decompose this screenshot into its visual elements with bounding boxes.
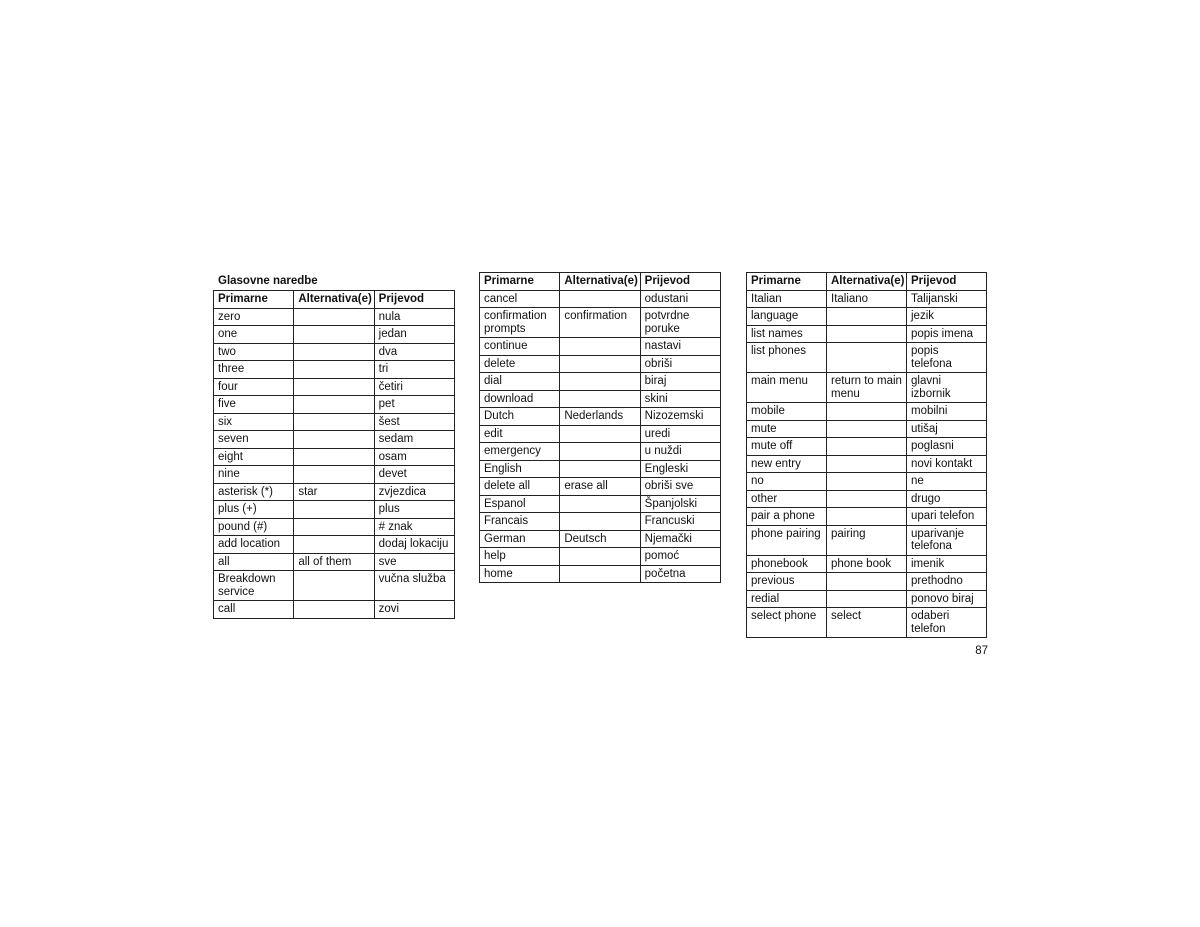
cell-translation: odustani [640, 290, 720, 308]
cell-primary: two [214, 343, 294, 361]
table-row [214, 396, 455, 414]
cell-alternative [294, 308, 374, 326]
cell-primary: mute [747, 420, 827, 438]
header-translation: Prijevod [374, 291, 454, 309]
cell-translation: tri [374, 361, 454, 379]
cell-translation: jezik [907, 308, 987, 326]
cell-alternative: select [827, 608, 907, 638]
voice-commands-table-2 [479, 272, 721, 583]
cell-alternative [827, 343, 907, 373]
cell-translation: novi kontakt [907, 455, 987, 473]
cell-primary: three [214, 361, 294, 379]
voice-commands-table-1 [213, 290, 455, 619]
cell-alternative: Nederlands [560, 408, 640, 426]
cell-translation: imenik [907, 555, 987, 573]
table-row [480, 390, 721, 408]
table-row [480, 548, 721, 566]
cell-translation: nastavi [640, 338, 720, 356]
cell-primary: delete all [480, 478, 560, 496]
table-row [747, 490, 987, 508]
cell-translation: pomoć [640, 548, 720, 566]
table-row [214, 536, 455, 554]
cell-translation: sedam [374, 431, 454, 449]
cell-alternative [827, 325, 907, 343]
table-row [214, 308, 455, 326]
cell-translation: u nuždi [640, 443, 720, 461]
cell-primary: all [214, 553, 294, 571]
cell-alternative [827, 308, 907, 326]
cell-alternative [294, 326, 374, 344]
cell-translation: ne [907, 473, 987, 491]
cell-alternative [294, 361, 374, 379]
cell-translation: Njemački [640, 530, 720, 548]
cell-alternative [560, 290, 640, 308]
cell-translation: Francuski [640, 513, 720, 531]
table-row [480, 355, 721, 373]
cell-translation: početna [640, 565, 720, 583]
cell-primary: confirmation prompts [480, 308, 560, 338]
cell-translation: Talijanski [907, 290, 987, 308]
cell-translation: zovi [374, 601, 454, 619]
cell-primary: German [480, 530, 560, 548]
table-row [747, 608, 987, 638]
table-row [747, 555, 987, 573]
cell-alternative [560, 548, 640, 566]
cell-alternative [827, 438, 907, 456]
table-row [214, 518, 455, 536]
cell-alternative [827, 490, 907, 508]
cell-translation: uparivanje telefona [907, 525, 987, 555]
cell-alternative [294, 571, 374, 601]
table-row [747, 325, 987, 343]
cell-alternative [827, 473, 907, 491]
table-row [214, 378, 455, 396]
table-row [214, 326, 455, 344]
cell-primary: mobile [747, 403, 827, 421]
header-primary: Primarne [480, 273, 560, 291]
table-row [747, 343, 987, 373]
cell-primary: dial [480, 373, 560, 391]
cell-alternative [560, 425, 640, 443]
cell-translation: biraj [640, 373, 720, 391]
cell-alternative [827, 573, 907, 591]
cell-translation: skini [640, 390, 720, 408]
cell-alternative [560, 373, 640, 391]
cell-alternative [560, 338, 640, 356]
cell-alternative [294, 378, 374, 396]
voice-commands-table-3 [746, 272, 987, 638]
cell-alternative: erase all [560, 478, 640, 496]
cell-translation: zvjezdica [374, 483, 454, 501]
cell-primary: add location [214, 536, 294, 554]
table-row [214, 483, 455, 501]
cell-primary: Italian [747, 290, 827, 308]
table-row [480, 408, 721, 426]
table-row [747, 290, 987, 308]
table-row [480, 308, 721, 338]
cell-primary: cancel [480, 290, 560, 308]
table-row [747, 403, 987, 421]
cell-alternative [560, 355, 640, 373]
cell-primary: redial [747, 590, 827, 608]
cell-primary: delete [480, 355, 560, 373]
header-alternative: Alternativa(e) [294, 291, 374, 309]
cell-translation: mobilni [907, 403, 987, 421]
cell-primary: list phones [747, 343, 827, 373]
cell-primary: one [214, 326, 294, 344]
table-row [747, 420, 987, 438]
cell-primary: no [747, 473, 827, 491]
cell-primary: Espanol [480, 495, 560, 513]
header-primary: Primarne [747, 273, 827, 291]
cell-translation: Španjolski [640, 495, 720, 513]
cell-translation: odaberi telefon [907, 608, 987, 638]
table-row [214, 431, 455, 449]
table-row [747, 373, 987, 403]
cell-alternative: all of them [294, 553, 374, 571]
cell-primary: select phone [747, 608, 827, 638]
cell-translation: prethodno [907, 573, 987, 591]
cell-alternative [827, 590, 907, 608]
cell-primary: six [214, 413, 294, 431]
cell-primary: five [214, 396, 294, 414]
cell-alternative [294, 343, 374, 361]
cell-alternative [294, 518, 374, 536]
cell-primary: eight [214, 448, 294, 466]
cell-translation: devet [374, 466, 454, 484]
table-row [214, 571, 455, 601]
cell-translation: nula [374, 308, 454, 326]
cell-primary: edit [480, 425, 560, 443]
cell-alternative [560, 443, 640, 461]
cell-translation: osam [374, 448, 454, 466]
table-row [214, 501, 455, 519]
table-row [480, 425, 721, 443]
cell-alternative: Italiano [827, 290, 907, 308]
cell-translation: potvrdne poruke [640, 308, 720, 338]
cell-primary: Breakdown service [214, 571, 294, 601]
cell-primary: pair a phone [747, 508, 827, 526]
cell-primary: Dutch [480, 408, 560, 426]
cell-translation: Nizozemski [640, 408, 720, 426]
cell-primary: main menu [747, 373, 827, 403]
table-row [480, 443, 721, 461]
cell-alternative [294, 601, 374, 619]
table-row [747, 455, 987, 473]
table-row [747, 590, 987, 608]
cell-translation: dva [374, 343, 454, 361]
cell-primary: English [480, 460, 560, 478]
cell-alternative: star [294, 483, 374, 501]
cell-alternative: return to main menu [827, 373, 907, 403]
table-row [480, 338, 721, 356]
table-row [214, 361, 455, 379]
table-row [747, 438, 987, 456]
cell-alternative [294, 501, 374, 519]
cell-primary: seven [214, 431, 294, 449]
cell-alternative: pairing [827, 525, 907, 555]
cell-primary: four [214, 378, 294, 396]
cell-alternative [560, 513, 640, 531]
cell-primary: pound (#) [214, 518, 294, 536]
cell-alternative [827, 403, 907, 421]
cell-alternative [294, 448, 374, 466]
cell-primary: call [214, 601, 294, 619]
cell-alternative: confirmation [560, 308, 640, 338]
cell-alternative [560, 460, 640, 478]
cell-translation: uredi [640, 425, 720, 443]
table-row [214, 601, 455, 619]
table-row [747, 508, 987, 526]
cell-primary: help [480, 548, 560, 566]
cell-primary: Francais [480, 513, 560, 531]
table-row [480, 478, 721, 496]
cell-translation: plus [374, 501, 454, 519]
table-row [480, 373, 721, 391]
cell-primary: phone pairing [747, 525, 827, 555]
cell-primary: emergency [480, 443, 560, 461]
table-header-row [214, 291, 455, 309]
header-alternative: Alternativa(e) [560, 273, 640, 291]
cell-translation: šest [374, 413, 454, 431]
cell-primary: mute off [747, 438, 827, 456]
cell-translation: glavni izbornik [907, 373, 987, 403]
page-number: 87 [975, 645, 988, 657]
cell-alternative [294, 466, 374, 484]
table-row [214, 448, 455, 466]
cell-translation: obriši sve [640, 478, 720, 496]
cell-translation: utišaj [907, 420, 987, 438]
cell-translation: pet [374, 396, 454, 414]
cell-alternative [560, 390, 640, 408]
cell-primary: phonebook [747, 555, 827, 573]
header-alternative: Alternativa(e) [827, 273, 907, 291]
cell-translation: poglasni [907, 438, 987, 456]
cell-alternative [294, 536, 374, 554]
table-header-row [480, 273, 721, 291]
cell-translation: ponovo biraj [907, 590, 987, 608]
cell-translation: jedan [374, 326, 454, 344]
cell-translation: sve [374, 553, 454, 571]
header-primary: Primarne [214, 291, 294, 309]
cell-translation: # znak [374, 518, 454, 536]
cell-alternative [827, 420, 907, 438]
cell-translation: dodaj lokaciju [374, 536, 454, 554]
table-row [214, 553, 455, 571]
header-translation: Prijevod [907, 273, 987, 291]
cell-alternative [827, 455, 907, 473]
table-row [480, 290, 721, 308]
cell-translation: vučna služba [374, 571, 454, 601]
table-row [480, 530, 721, 548]
cell-primary: previous [747, 573, 827, 591]
cell-alternative: Deutsch [560, 530, 640, 548]
table-row [214, 343, 455, 361]
table-row [480, 513, 721, 531]
cell-primary: nine [214, 466, 294, 484]
table-row [480, 565, 721, 583]
table-row [747, 308, 987, 326]
section-title: Glasovne naredbe [218, 275, 318, 287]
cell-primary: list names [747, 325, 827, 343]
table-row [214, 413, 455, 431]
cell-translation: četiri [374, 378, 454, 396]
cell-translation: obriši [640, 355, 720, 373]
cell-primary: continue [480, 338, 560, 356]
cell-primary: plus (+) [214, 501, 294, 519]
cell-translation: drugo [907, 490, 987, 508]
cell-alternative [560, 565, 640, 583]
table-row [747, 573, 987, 591]
cell-primary: language [747, 308, 827, 326]
cell-primary: other [747, 490, 827, 508]
cell-alternative [294, 413, 374, 431]
cell-translation: popis imena [907, 325, 987, 343]
table-row [747, 525, 987, 555]
cell-translation: Engleski [640, 460, 720, 478]
cell-primary: zero [214, 308, 294, 326]
header-translation: Prijevod [640, 273, 720, 291]
cell-translation: upari telefon [907, 508, 987, 526]
cell-primary: asterisk (*) [214, 483, 294, 501]
table-row [214, 466, 455, 484]
table-row [480, 460, 721, 478]
cell-translation: popis telefona [907, 343, 987, 373]
cell-alternative [294, 396, 374, 414]
cell-primary: new entry [747, 455, 827, 473]
cell-primary: download [480, 390, 560, 408]
table-header-row [747, 273, 987, 291]
table-row [747, 473, 987, 491]
cell-primary: home [480, 565, 560, 583]
cell-alternative [294, 431, 374, 449]
cell-alternative: phone book [827, 555, 907, 573]
cell-alternative [827, 508, 907, 526]
cell-alternative [560, 495, 640, 513]
table-row [480, 495, 721, 513]
